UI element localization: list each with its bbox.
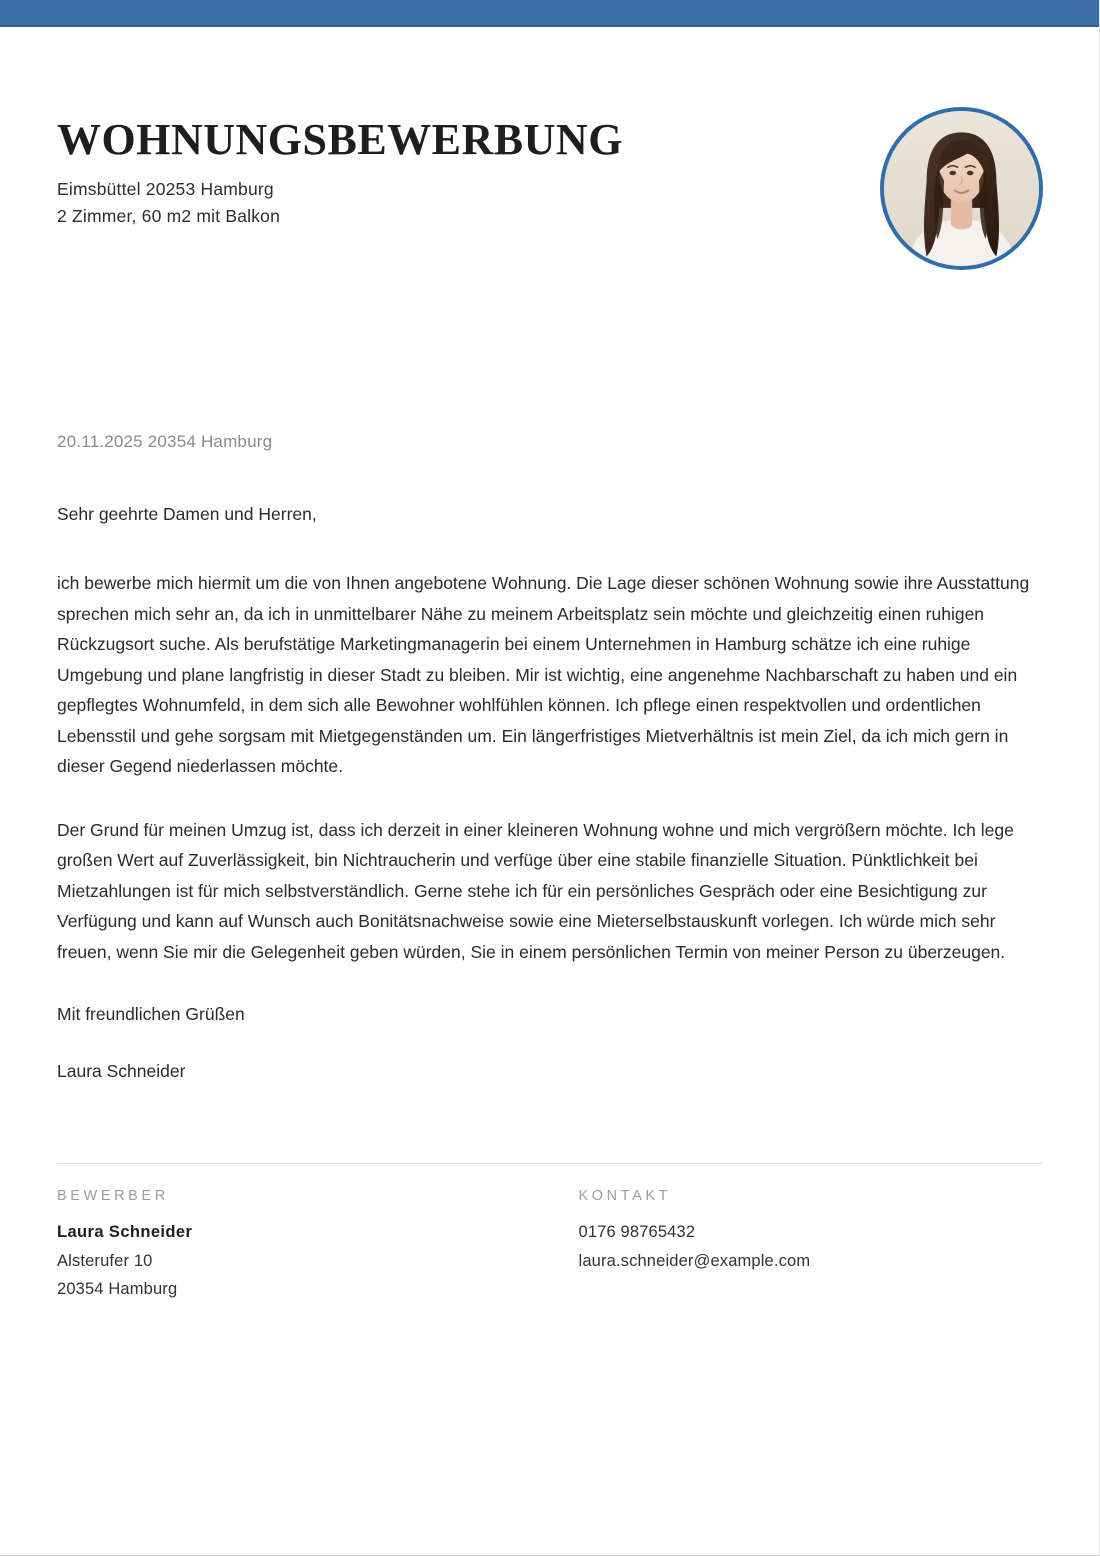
footer-applicant-street: Alsterufer 10 — [57, 1251, 153, 1270]
letter-salutation: Sehr geehrte Damen und Herren, — [57, 504, 317, 524]
letter-closing: Mit freundlichen Grüßen — [57, 1004, 245, 1024]
footer-applicant-name: Laura Schneider — [57, 1223, 193, 1241]
footer-contact-label: KONTAKT — [578, 1188, 672, 1204]
header-subtitle-details: 2 Zimmer, 60 m2 mit Balkon — [57, 206, 281, 226]
footer-contact-phone[interactable]: 0176 98765432 — [578, 1223, 696, 1241]
footer-contact-email[interactable]: laura.schneider@example.com — [578, 1251, 811, 1270]
avatar — [880, 107, 1043, 270]
portrait-photo-icon — [884, 111, 1039, 266]
document-header — [57, 106, 1043, 270]
footer-applicant-label: BEWERBER — [57, 1188, 169, 1204]
header-subtitle-location: Eimsbüttel 20253 Hamburg — [57, 179, 274, 199]
footer-applicant-city: 20354 Hamburg — [57, 1280, 178, 1298]
letter-signature: Laura Schneider — [57, 1061, 186, 1081]
letter-paragraph-1: ich bewerbe mich hiermit um die von Ihnen angebotene Wohnung. Die Lage dieser schönen Wohnung sowie ihre Ausstattung sprechen mich sehr an, da ich in unmittelbarer Nähe zu meinem Arbeitsplatz sein möchte und gleichzeitig einen ruhigen Rückzugsort suche. Als berufstätige Marketingmanagerin bei einem Unternehmen in Hamburg schätze ich eine ruhige Umgebung und plane langfristig in dieser Stadt zu bleiben. Mir ist wichtig, eine angenehme Nachbarschaft zu haben und ein gepflegtes Wohnumfeld, in dem sich alle Bewohner wohlfühlen können. Ich pflege einen respektvollen und ordentlichen Lebensstil und gehe sorgsam mit Mietgegenständen um. Ein längerfristiges Mietverhältnis ist mein Ziel, da ich mich gern in dieser Gegend niederlassen möchte. — [57, 573, 1030, 776]
document-footer — [57, 1188, 1043, 1304]
header-text-block — [57, 106, 623, 230]
footer-applicant-column — [57, 1188, 522, 1304]
letter-date-location: 20.11.2025 20354 Hamburg — [57, 432, 273, 451]
footer-divider — [57, 1163, 1043, 1164]
page-title: WOHNUNGSBEWERBUNG — [57, 115, 623, 164]
letter-paragraph-2: Der Grund für meinen Umzug ist, dass ich derzeit in einer kleineren Wohnung wohne und mich vergrößern möchte. Ich lege großen Wert auf Zuverlässigkeit, bin Nichtraucherin und verfüge über eine stabile finanzielle Situation. Pünktlichkeit bei Mietzahlungen ist für mich selbstverständlich. Gerne stehe ich für ein persönliches Gespräch oder eine Besichtigung zur Verfügung und kann auf Wunsch auch Bonitätsnachweise sowie eine Mieterselbstauskunft vorlegen. Ich würde mich sehr freuen, wenn Sie mir die Gelegenheit geben würden, Sie in einem persönlichen Termin von meiner Person zu überzeugen. — [57, 819, 1014, 962]
footer-contact-column — [579, 1188, 1044, 1304]
top-accent-bar — [0, 0, 1100, 27]
letter-body — [57, 500, 1043, 1085]
